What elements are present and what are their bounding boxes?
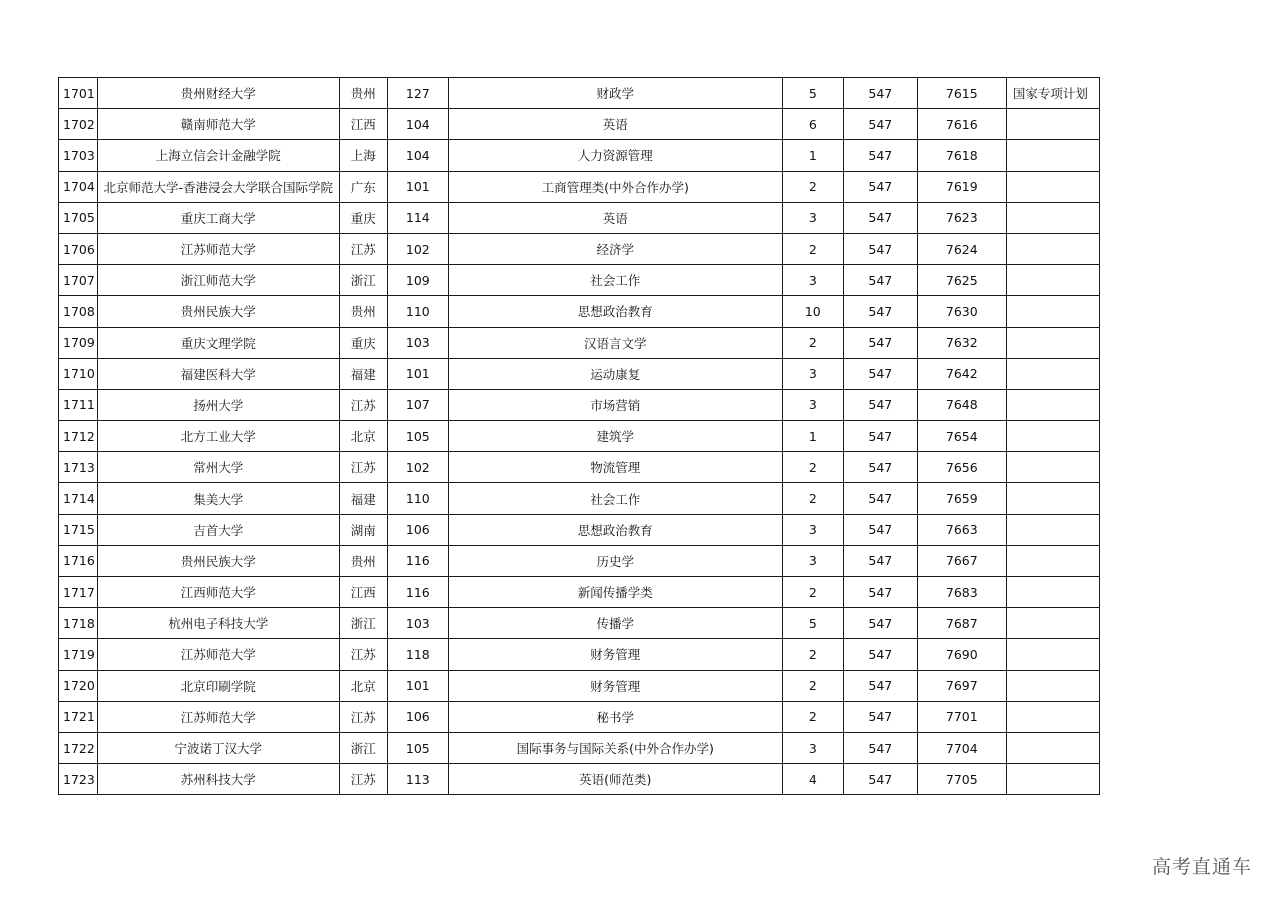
school-name-cell: 赣南师范大学 (97, 109, 339, 140)
row-seq-cell: 1709 (59, 327, 98, 358)
row-seq-cell: 1701 (59, 78, 98, 109)
school-name-cell: 浙江师范大学 (97, 265, 339, 296)
school-name-cell: 贵州财经大学 (97, 78, 339, 109)
province-cell: 江苏 (339, 764, 387, 795)
min-score-cell: 547 (843, 545, 917, 576)
plan-count-cell: 2 (782, 483, 843, 514)
min-score-cell: 547 (843, 296, 917, 327)
school-name-cell: 贵州民族大学 (97, 296, 339, 327)
plan-count-cell: 1 (782, 421, 843, 452)
min-rank-cell: 7625 (917, 265, 1006, 296)
province-cell: 江苏 (339, 233, 387, 264)
min-score-cell: 547 (843, 233, 917, 264)
min-rank-cell: 7616 (917, 109, 1006, 140)
min-score-cell: 547 (843, 171, 917, 202)
row-seq-cell: 1703 (59, 140, 98, 171)
table-row (59, 545, 1100, 576)
major-code-cell: 102 (387, 452, 448, 483)
plan-count-cell: 2 (782, 670, 843, 701)
note-cell (1006, 577, 1099, 608)
province-cell: 北京 (339, 421, 387, 452)
row-seq-cell: 1723 (59, 764, 98, 795)
watermark-text: 高考直通车 (1151, 856, 1252, 878)
min-rank-cell: 7624 (917, 233, 1006, 264)
province-cell: 江苏 (339, 452, 387, 483)
min-score-cell: 547 (843, 140, 917, 171)
province-cell: 贵州 (339, 296, 387, 327)
min-rank-cell: 7618 (917, 140, 1006, 171)
school-name-cell: 江西师范大学 (97, 577, 339, 608)
plan-count-cell: 3 (782, 732, 843, 763)
min-rank-cell: 7623 (917, 202, 1006, 233)
plan-count-cell: 2 (782, 701, 843, 732)
major-code-cell: 114 (387, 202, 448, 233)
row-seq-cell: 1716 (59, 545, 98, 576)
major-name-cell: 英语(师范类) (448, 764, 782, 795)
row-seq-cell: 1706 (59, 233, 98, 264)
note-cell (1006, 701, 1099, 732)
plan-count-cell: 2 (782, 577, 843, 608)
school-name-cell: 江苏师范大学 (97, 701, 339, 732)
school-name-cell: 江苏师范大学 (97, 639, 339, 670)
major-name-cell: 财务管理 (448, 639, 782, 670)
table-row (59, 452, 1100, 483)
min-rank-cell: 7654 (917, 421, 1006, 452)
school-name-cell: 苏州科技大学 (97, 764, 339, 795)
province-cell: 贵州 (339, 78, 387, 109)
row-seq-cell: 1713 (59, 452, 98, 483)
major-code-cell: 109 (387, 265, 448, 296)
plan-count-cell: 1 (782, 140, 843, 171)
table-row (59, 701, 1100, 732)
min-score-cell: 547 (843, 202, 917, 233)
min-rank-cell: 7667 (917, 545, 1006, 576)
note-cell (1006, 327, 1099, 358)
min-rank-cell: 7704 (917, 732, 1006, 763)
min-rank-cell: 7632 (917, 327, 1006, 358)
major-code-cell: 110 (387, 296, 448, 327)
min-score-cell: 547 (843, 577, 917, 608)
min-score-cell: 547 (843, 639, 917, 670)
major-name-cell: 运动康复 (448, 358, 782, 389)
province-cell: 浙江 (339, 265, 387, 296)
min-score-cell: 547 (843, 421, 917, 452)
major-code-cell: 103 (387, 327, 448, 358)
plan-count-cell: 3 (782, 389, 843, 420)
table-row (59, 171, 1100, 202)
min-rank-cell: 7615 (917, 78, 1006, 109)
table-row (59, 265, 1100, 296)
table-row (59, 358, 1100, 389)
province-cell: 北京 (339, 670, 387, 701)
row-seq-cell: 1704 (59, 171, 98, 202)
major-code-cell: 104 (387, 109, 448, 140)
plan-count-cell: 2 (782, 171, 843, 202)
table-row (59, 639, 1100, 670)
major-code-cell: 116 (387, 545, 448, 576)
min-rank-cell: 7705 (917, 764, 1006, 795)
major-code-cell: 118 (387, 639, 448, 670)
major-name-cell: 工商管理类(中外合作办学) (448, 171, 782, 202)
table-row (59, 78, 1100, 109)
row-seq-cell: 1712 (59, 421, 98, 452)
major-code-cell: 106 (387, 514, 448, 545)
school-name-cell: 扬州大学 (97, 389, 339, 420)
major-name-cell: 财政学 (448, 78, 782, 109)
major-name-cell: 国际事务与国际关系(中外合作办学) (448, 732, 782, 763)
province-cell: 江苏 (339, 639, 387, 670)
note-cell (1006, 608, 1099, 639)
min-score-cell: 547 (843, 483, 917, 514)
school-name-cell: 集美大学 (97, 483, 339, 514)
min-score-cell: 547 (843, 389, 917, 420)
min-score-cell: 547 (843, 670, 917, 701)
major-name-cell: 社会工作 (448, 265, 782, 296)
row-seq-cell: 1702 (59, 109, 98, 140)
admission-table (58, 77, 1100, 795)
plan-count-cell: 2 (782, 327, 843, 358)
min-score-cell: 547 (843, 514, 917, 545)
major-name-cell: 社会工作 (448, 483, 782, 514)
school-name-cell: 北京师范大学-香港浸会大学联合国际学院 (97, 171, 339, 202)
plan-count-cell: 3 (782, 514, 843, 545)
major-code-cell: 105 (387, 421, 448, 452)
min-rank-cell: 7701 (917, 701, 1006, 732)
major-name-cell: 英语 (448, 109, 782, 140)
table-row (59, 764, 1100, 795)
major-name-cell: 英语 (448, 202, 782, 233)
row-seq-cell: 1722 (59, 732, 98, 763)
note-cell (1006, 514, 1099, 545)
table-row (59, 577, 1100, 608)
plan-count-cell: 5 (782, 78, 843, 109)
province-cell: 江西 (339, 109, 387, 140)
province-cell: 广东 (339, 171, 387, 202)
table-row (59, 514, 1100, 545)
note-cell (1006, 296, 1099, 327)
min-score-cell: 547 (843, 358, 917, 389)
min-score-cell: 547 (843, 78, 917, 109)
table-row (59, 670, 1100, 701)
major-code-cell: 102 (387, 233, 448, 264)
note-cell (1006, 233, 1099, 264)
plan-count-cell: 4 (782, 764, 843, 795)
row-seq-cell: 1710 (59, 358, 98, 389)
major-code-cell: 127 (387, 78, 448, 109)
table-row (59, 421, 1100, 452)
school-name-cell: 重庆文理学院 (97, 327, 339, 358)
row-seq-cell: 1715 (59, 514, 98, 545)
plan-count-cell: 3 (782, 265, 843, 296)
min-score-cell: 547 (843, 608, 917, 639)
note-cell (1006, 670, 1099, 701)
min-score-cell: 547 (843, 327, 917, 358)
major-name-cell: 秘书学 (448, 701, 782, 732)
row-seq-cell: 1718 (59, 608, 98, 639)
province-cell: 贵州 (339, 545, 387, 576)
row-seq-cell: 1719 (59, 639, 98, 670)
major-name-cell: 汉语言文学 (448, 327, 782, 358)
major-name-cell: 新闻传播学类 (448, 577, 782, 608)
school-name-cell: 北京印刷学院 (97, 670, 339, 701)
major-code-cell: 104 (387, 140, 448, 171)
major-name-cell: 思想政治教育 (448, 296, 782, 327)
row-seq-cell: 1717 (59, 577, 98, 608)
province-cell: 湖南 (339, 514, 387, 545)
note-cell: 国家专项计划 (1006, 78, 1099, 109)
row-seq-cell: 1711 (59, 389, 98, 420)
plan-count-cell: 2 (782, 639, 843, 670)
table-row (59, 233, 1100, 264)
plan-count-cell: 3 (782, 545, 843, 576)
note-cell (1006, 452, 1099, 483)
table-body (59, 78, 1100, 795)
major-code-cell: 101 (387, 171, 448, 202)
major-name-cell: 经济学 (448, 233, 782, 264)
major-code-cell: 101 (387, 670, 448, 701)
table-row (59, 732, 1100, 763)
table-row (59, 608, 1100, 639)
school-name-cell: 上海立信会计金融学院 (97, 140, 339, 171)
province-cell: 浙江 (339, 732, 387, 763)
school-name-cell: 重庆工商大学 (97, 202, 339, 233)
min-rank-cell: 7690 (917, 639, 1006, 670)
row-seq-cell: 1721 (59, 701, 98, 732)
major-code-cell: 113 (387, 764, 448, 795)
province-cell: 上海 (339, 140, 387, 171)
province-cell: 江苏 (339, 389, 387, 420)
province-cell: 重庆 (339, 202, 387, 233)
min-rank-cell: 7683 (917, 577, 1006, 608)
plan-count-cell: 2 (782, 233, 843, 264)
note-cell (1006, 639, 1099, 670)
school-name-cell: 常州大学 (97, 452, 339, 483)
major-name-cell: 财务管理 (448, 670, 782, 701)
school-name-cell: 福建医科大学 (97, 358, 339, 389)
min-rank-cell: 7659 (917, 483, 1006, 514)
major-code-cell: 105 (387, 732, 448, 763)
min-score-cell: 547 (843, 732, 917, 763)
row-seq-cell: 1720 (59, 670, 98, 701)
min-rank-cell: 7687 (917, 608, 1006, 639)
note-cell (1006, 764, 1099, 795)
note-cell (1006, 389, 1099, 420)
table-row (59, 202, 1100, 233)
major-code-cell: 106 (387, 701, 448, 732)
min-rank-cell: 7619 (917, 171, 1006, 202)
province-cell: 福建 (339, 483, 387, 514)
note-cell (1006, 421, 1099, 452)
province-cell: 重庆 (339, 327, 387, 358)
major-name-cell: 市场营销 (448, 389, 782, 420)
major-name-cell: 物流管理 (448, 452, 782, 483)
school-name-cell: 北方工业大学 (97, 421, 339, 452)
school-name-cell: 贵州民族大学 (97, 545, 339, 576)
min-rank-cell: 7648 (917, 389, 1006, 420)
table-row (59, 327, 1100, 358)
school-name-cell: 杭州电子科技大学 (97, 608, 339, 639)
table-row (59, 109, 1100, 140)
min-rank-cell: 7656 (917, 452, 1006, 483)
note-cell (1006, 545, 1099, 576)
note-cell (1006, 171, 1099, 202)
province-cell: 江苏 (339, 701, 387, 732)
major-name-cell: 人力资源管理 (448, 140, 782, 171)
plan-count-cell: 5 (782, 608, 843, 639)
major-name-cell: 建筑学 (448, 421, 782, 452)
min-score-cell: 547 (843, 701, 917, 732)
min-score-cell: 547 (843, 452, 917, 483)
row-seq-cell: 1708 (59, 296, 98, 327)
min-score-cell: 547 (843, 109, 917, 140)
table-row (59, 483, 1100, 514)
note-cell (1006, 358, 1099, 389)
major-name-cell: 思想政治教育 (448, 514, 782, 545)
school-name-cell: 江苏师范大学 (97, 233, 339, 264)
min-score-cell: 547 (843, 764, 917, 795)
major-name-cell: 传播学 (448, 608, 782, 639)
table-row (59, 296, 1100, 327)
major-code-cell: 110 (387, 483, 448, 514)
table-row (59, 389, 1100, 420)
note-cell (1006, 732, 1099, 763)
note-cell (1006, 483, 1099, 514)
note-cell (1006, 265, 1099, 296)
min-rank-cell: 7642 (917, 358, 1006, 389)
school-name-cell: 宁波诺丁汉大学 (97, 732, 339, 763)
note-cell (1006, 140, 1099, 171)
major-code-cell: 107 (387, 389, 448, 420)
min-rank-cell: 7630 (917, 296, 1006, 327)
plan-count-cell: 2 (782, 452, 843, 483)
plan-count-cell: 10 (782, 296, 843, 327)
major-code-cell: 116 (387, 577, 448, 608)
plan-count-cell: 6 (782, 109, 843, 140)
min-rank-cell: 7697 (917, 670, 1006, 701)
table-row (59, 140, 1100, 171)
province-cell: 江西 (339, 577, 387, 608)
province-cell: 浙江 (339, 608, 387, 639)
row-seq-cell: 1714 (59, 483, 98, 514)
row-seq-cell: 1707 (59, 265, 98, 296)
row-seq-cell: 1705 (59, 202, 98, 233)
major-code-cell: 101 (387, 358, 448, 389)
province-cell: 福建 (339, 358, 387, 389)
note-cell (1006, 109, 1099, 140)
min-rank-cell: 7663 (917, 514, 1006, 545)
min-score-cell: 547 (843, 265, 917, 296)
note-cell (1006, 202, 1099, 233)
school-name-cell: 吉首大学 (97, 514, 339, 545)
plan-count-cell: 3 (782, 358, 843, 389)
major-code-cell: 103 (387, 608, 448, 639)
major-name-cell: 历史学 (448, 545, 782, 576)
plan-count-cell: 3 (782, 202, 843, 233)
